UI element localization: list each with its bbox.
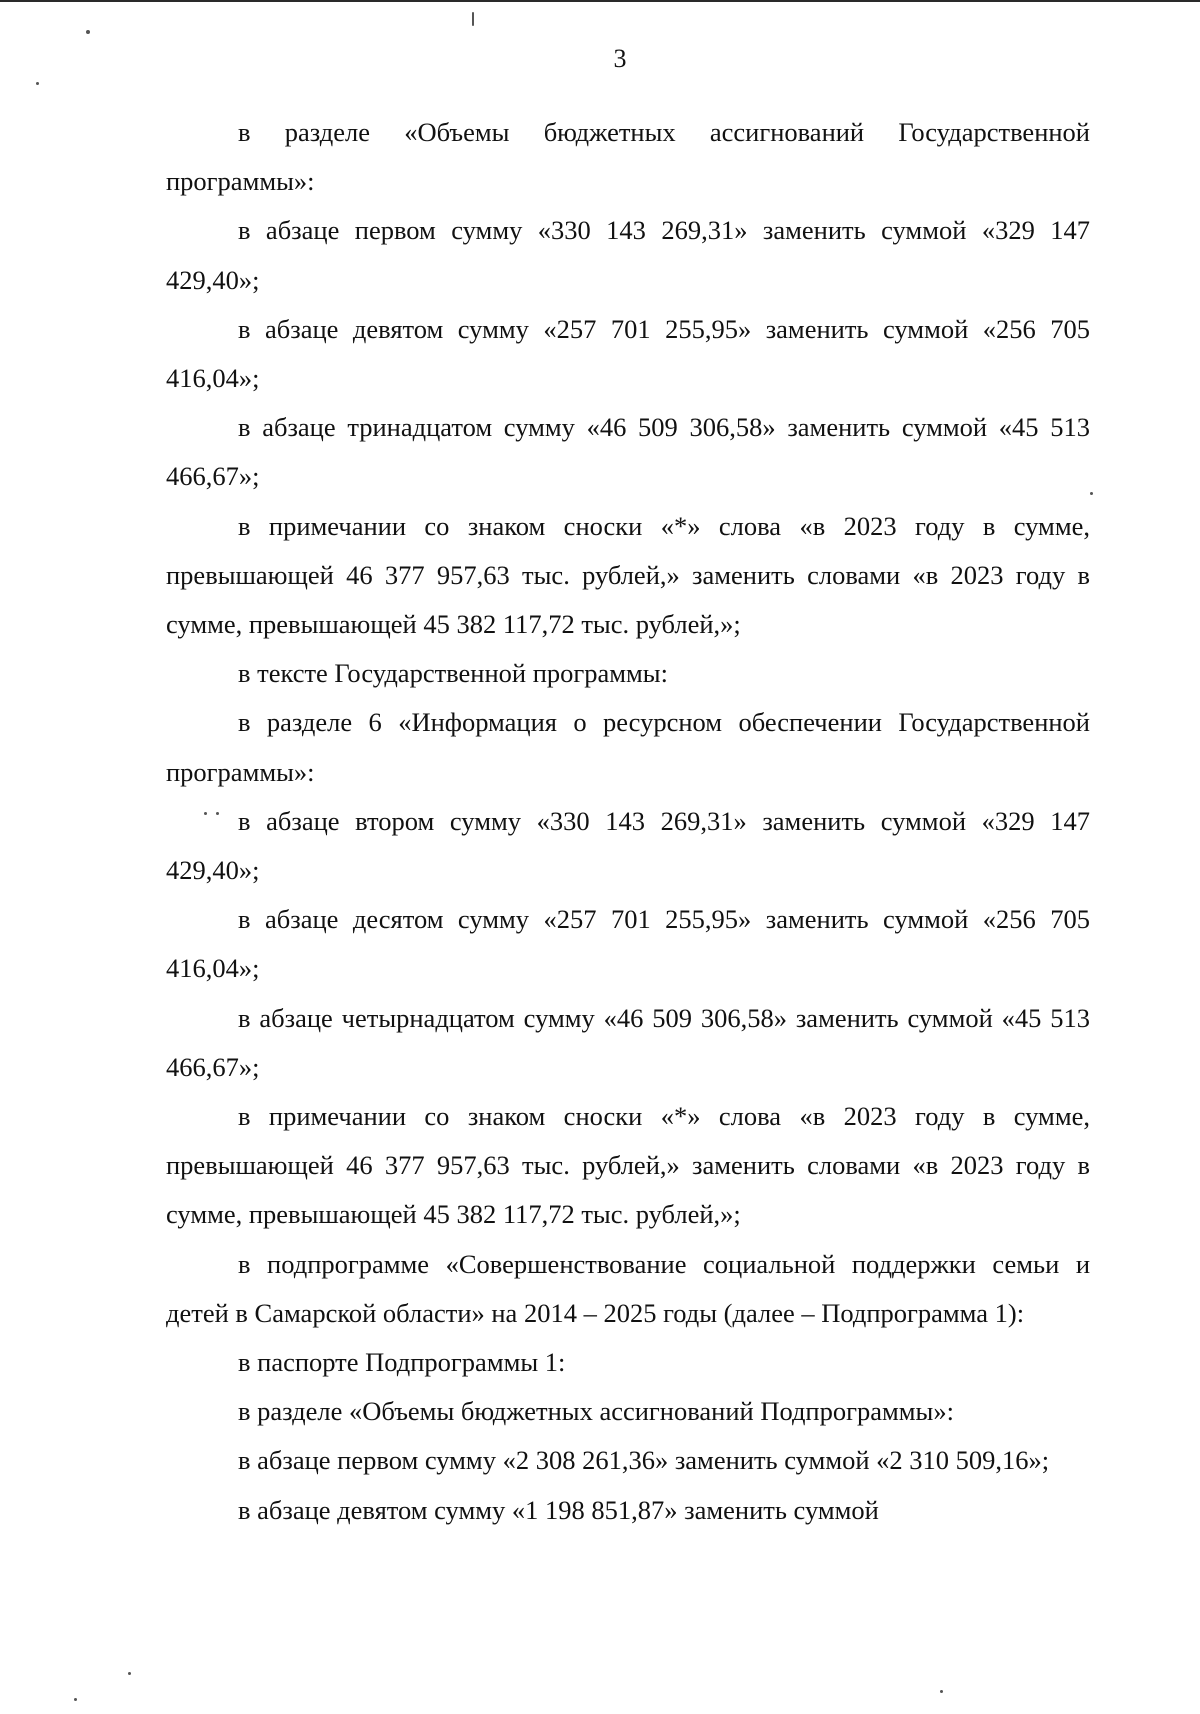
paragraph-section-6-heading: в разделе 6 «Информация о ресурсном обеспечении Государственной программы»: bbox=[166, 707, 1090, 787]
paragraph-subprogram-first-amount: в абзаце первом сумму «2 308 261,36» заменить суммой «2 310 509,16»; bbox=[238, 1445, 1050, 1476]
paragraph-ninth-amount: в абзаце девятом сумму «257 701 255,95» заменить суммой «256 705 416,04»; bbox=[166, 313, 1090, 394]
scan-speck bbox=[74, 1698, 77, 1701]
paragraph-subprogram-passport: в паспорте Подпрограммы 1: bbox=[238, 1347, 566, 1378]
scan-speck bbox=[216, 812, 219, 815]
scan-speck bbox=[86, 30, 90, 34]
scan-speck bbox=[204, 812, 207, 815]
paragraph-subprogram-1-intro: в подпрограмме «Совершенствование социальной поддержки семьи и детей в Самарской области» на 2014 – 2025 годы (далее – Подпрограмма 1): bbox=[166, 1248, 1090, 1328]
scan-speck bbox=[940, 1690, 943, 1693]
document-body bbox=[166, 108, 1090, 1535]
paragraph-fourteenth-amount: в абзаце четырнадцатом сумму «46 509 306,58» заменить суммой «45 513 466,67»; bbox=[166, 1002, 1090, 1082]
paragraph-footnote-note-2: в примечании со знаком сноски «*» слова «в 2023 году в сумме, превышающей 46 377 957,63 тыс. рублей,» заменить словами «в 2023 году в сумме, превышающей 45 382 117,72 тыс. рублей,»; bbox=[166, 1101, 1090, 1230]
scan-speck bbox=[128, 1672, 131, 1675]
paragraph-subprogram-budget-section: в разделе «Объемы бюджетных ассигнований Подпрограммы»: bbox=[238, 1396, 954, 1427]
paragraph-budget-section-heading: в разделе «Объемы бюджетных ассигнований Государственной программы»: bbox=[166, 117, 1090, 197]
paragraph-program-text-heading: в тексте Государственной программы: bbox=[238, 658, 668, 689]
paragraph-tenth-amount: в абзаце десятом сумму «257 701 255,95» заменить суммой «256 705 416,04»; bbox=[166, 904, 1090, 984]
paragraph-thirteenth-amount: в абзаце тринадцатом сумму «46 509 306,58» заменить суммой «45 513 466,67»; bbox=[166, 412, 1090, 492]
scan-speck bbox=[472, 12, 474, 26]
paragraph-subprogram-ninth-amount: в абзаце девятом сумму «1 198 851,87» заменить суммой bbox=[238, 1494, 879, 1525]
paragraph-second-amount: в абзаце втором сумму «330 143 269,31» заменить суммой «329 147 429,40»; bbox=[166, 805, 1090, 886]
scan-speck bbox=[36, 82, 39, 85]
page-number: 3 bbox=[613, 44, 627, 73]
paragraph-footnote-note: в примечании со знаком сноски «*» слова «в 2023 году в сумме, превышающей 46 377 957,63 тыс. рублей,» заменить словами «в 2023 году в сумме, превышающей 45 382 117,72 тыс. рублей,»; bbox=[166, 510, 1090, 640]
scan-top-edge bbox=[0, 0, 1200, 2]
scan-speck bbox=[1090, 492, 1093, 495]
paragraph-first-amount: в абзаце первом сумму «330 143 269,31» заменить суммой «329 147 429,40»; bbox=[166, 215, 1090, 295]
